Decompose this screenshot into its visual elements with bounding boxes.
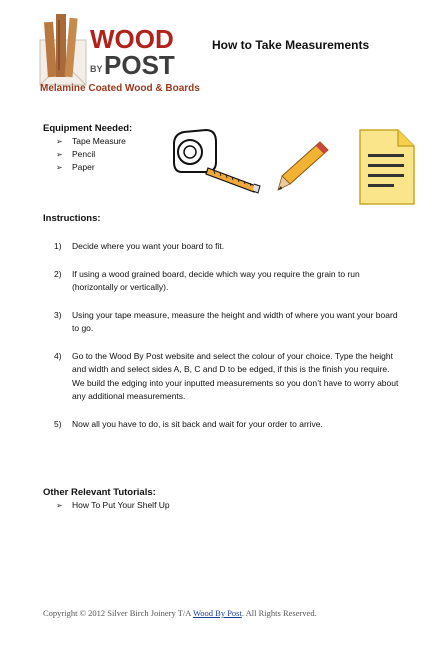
- equipment-list: [56, 135, 126, 174]
- instruction-step: 2) If using a wood grained board, decide which way you require the grain to run (horizontally or vertically).: [54, 268, 360, 292]
- instruction-step: 5) Now all you have to do, is sit back and wait for your order to arrive.: [54, 418, 323, 429]
- arrow-bullet-icon: ➢: [56, 150, 63, 159]
- list-item: ➢ Paper: [56, 162, 95, 172]
- arrow-bullet-icon: ➢: [56, 137, 63, 146]
- svg-text:BY: BY: [90, 64, 103, 74]
- tape-measure-icon: [168, 124, 264, 194]
- brand-tagline: Melamine Coated Wood & Boards: [40, 83, 200, 94]
- list-item[interactable]: ➢ How To Put Your Shelf Up: [56, 500, 170, 510]
- pencil-icon: [276, 140, 332, 194]
- svg-text:WOOD: WOOD: [90, 24, 174, 54]
- instruction-step: 4) Go to the Wood By Post website and select the colour of your choice. Type the height and width and select sides A, B, C and D to be edged, if this is the finish you require. We build the edging into your inputted measurements so you don’t have to worry about any additional measurements.: [54, 350, 399, 401]
- svg-text:POST: POST: [104, 50, 175, 80]
- tutorials-list: [56, 500, 170, 510]
- arrow-bullet-icon: ➢: [56, 501, 63, 510]
- wood-by-post-link[interactable]: Wood By Post: [192, 608, 242, 618]
- instruction-step: 3) Using your tape measure, measure the height and width of where you want your board to go.: [54, 309, 398, 333]
- tutorials-heading: Other Relevant Tutorials:: [43, 487, 156, 498]
- page-title: How to Take Measurements: [212, 38, 370, 52]
- instruction-step: 1) Decide where you want your board to fit.: [54, 241, 225, 251]
- paper-document-icon: [358, 128, 416, 206]
- arrow-bullet-icon: ➢: [56, 163, 63, 172]
- equipment-heading: Equipment Needed:: [43, 123, 133, 134]
- copyright-footer: Copyright © 2012 Silver Birch Joinery T/A Wood By Post. All Rights Reserved.: [43, 608, 317, 618]
- list-item: ➢ Pencil: [56, 149, 96, 159]
- list-item: ➢ Tape Measure: [56, 136, 126, 146]
- instructions-heading: Instructions:: [43, 213, 101, 224]
- instructions-list: [54, 240, 404, 445]
